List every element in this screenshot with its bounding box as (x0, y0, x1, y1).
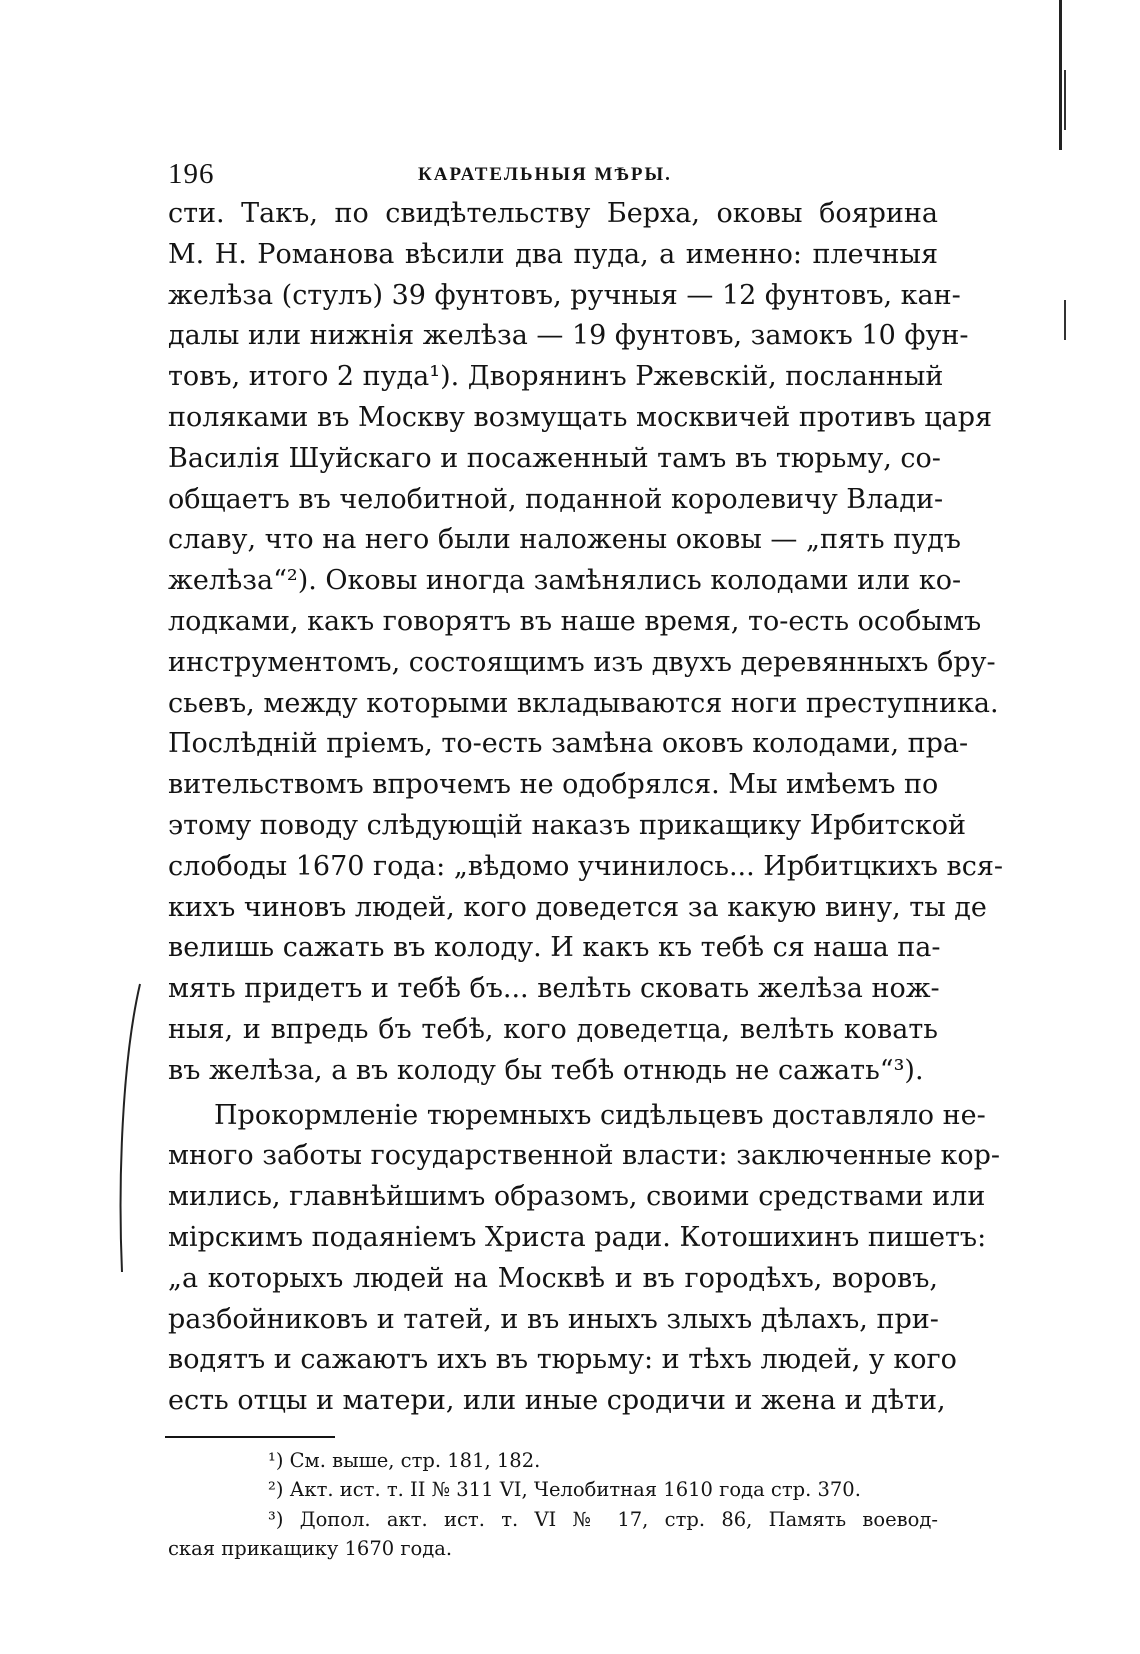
text-line: славу, что на него были наложены оковы — „пять пудъ (168, 524, 961, 556)
text-line: много заботы государственной власти: заключенные кор- (168, 1140, 1001, 1172)
footnote: ²) Акт. ист. т. II № 311 VI, Челобитная 1610 года стр. 370. (268, 1478, 861, 1502)
footnote: ¹) См. выше, стр. 181, 182. (268, 1448, 541, 1472)
text-line: желѣза“²). Оковы иногда замѣнялись колодами или ко- (168, 565, 962, 597)
scan-edge-mark (1064, 300, 1066, 340)
text-line: вительствомъ впрочемъ не одобрялся. Мы имѣемъ по (168, 769, 939, 801)
text-line: Послѣдній пріемъ, то-есть замѣна оковъ колодами, пра- (168, 728, 969, 760)
text-line: этому поводу слѣдующій наказъ прикащику Ирбитской (168, 809, 966, 841)
margin-bracket-mark (112, 982, 142, 1282)
body-text (168, 194, 1004, 1422)
text-line: разбойниковъ и татей, и въ иныхъ злыхъ дѣлахъ, при- (168, 1303, 939, 1335)
text-line: сти. Такъ, по свидѣтельству Берха, оковы боярина (168, 198, 938, 229)
footnote-rule (165, 1436, 335, 1438)
footnotes (168, 1446, 938, 1564)
text-line: общаетъ въ челобитной, поданной королевичу Влади- (168, 483, 944, 515)
text-line: сьевъ, между которыми вкладываются ноги преступника. (168, 687, 999, 719)
text-line: слободы 1670 года: „вѣдомо учинилось... Ирбитцкихъ вся- (168, 850, 1004, 882)
book-page (168, 140, 1004, 1564)
text-line: мять придетъ и тебѣ бъ... велѣть сковать желѣза нож- (168, 973, 940, 1005)
text-line: мились, главнѣйшимъ образомъ, своими средствами или (168, 1181, 986, 1213)
text-line: ныя, и впредь бъ тебѣ, кого доведетца, велѣть ковать (168, 1013, 938, 1045)
running-head: КАРАТЕЛЬНЫЯ МѢРЫ. (418, 164, 672, 185)
page-header (168, 140, 938, 190)
footnote: ³) Допол. акт. ист. т. VI № 17, стр. 86, Память воевод- (268, 1507, 938, 1531)
text-line: Василія Шуйскаго и посаженный тамъ въ тюрьму, со- (168, 442, 941, 474)
text-line: кихъ чиновъ людей, кого доведется за какую вину, ты де (168, 891, 987, 923)
footnote-continuation: ская прикащику 1670 года. (168, 1537, 453, 1561)
text-line: въ желѣза, а въ колоду бы тебѣ отнюдь не сажать“³). (168, 1054, 924, 1086)
text-line: мірскимъ подаяніемъ Христа ради. Котошихинъ пишетъ: (168, 1221, 987, 1253)
text-line: желѣза (стулъ) 39 фунтовъ, ручныя — 12 фунтовъ, кан- (168, 279, 961, 311)
text-line: поляками въ Москву возмущать москвичей противъ царя (168, 401, 993, 433)
text-line: есть отцы и матери, или иные сродичи и жена и дѣти, (168, 1385, 946, 1417)
scan-edge-line (1059, 0, 1062, 150)
text-line: инструментомъ, состоящимъ изъ двухъ деревянныхъ бру- (168, 646, 996, 678)
text-line: М. Н. Романова вѣсили два пуда, а именно: плечныя (168, 238, 938, 270)
text-line: велишь сажать въ колоду. И какъ къ тебѣ ся наша па- (168, 932, 941, 964)
text-line: далы или нижнія желѣза — 19 фунтовъ, замокъ 10 фун- (168, 320, 969, 352)
scan-edge-mark (1064, 70, 1066, 130)
text-line: „а которыхъ людей на Москвѣ и въ городѣхъ, воровъ, (168, 1262, 938, 1294)
text-line: Прокормленіе тюремныхъ сидѣльцевъ доставляло не- (214, 1099, 986, 1131)
text-line: лодками, какъ говорятъ въ наше время, то-есть особымъ (168, 605, 982, 637)
text-line: товъ, итого 2 пуда¹). Дворянинъ Ржевскій, посланный (168, 361, 944, 393)
text-line: водятъ и сажаютъ ихъ въ тюрьму: и тѣхъ людей, у кого (168, 1344, 957, 1376)
page-number: 196 (168, 158, 215, 190)
